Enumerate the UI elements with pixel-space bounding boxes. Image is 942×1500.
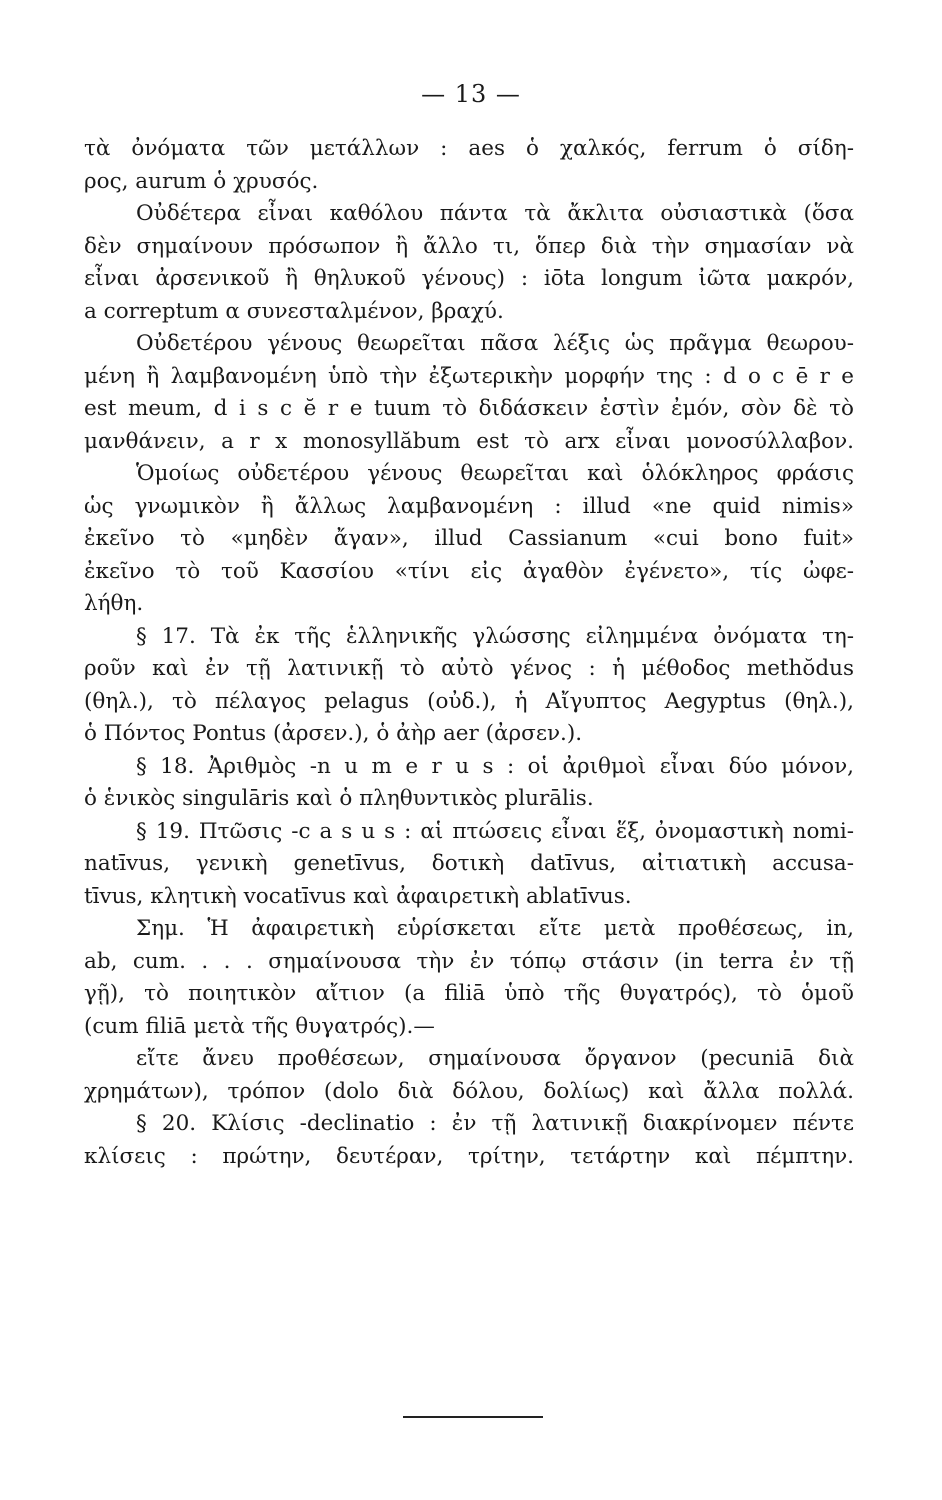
text-line: λήθη. [84, 591, 144, 616]
text-line: τὰ ὀνόματα τῶν μετάλλων : aes ὁ χαλκός, ferrum ὁ σίδη- [84, 136, 854, 161]
paragraph-start-line: Ὁμοίως οὐδετέρου γένους θεωρεῖται καὶ ὁλόκληρος φράσις [136, 461, 854, 486]
paragraph-start-line: Οὐδέτερα εἶναι καθόλου πάντα τὰ ἄκλιτα οὐσιαστικὰ (ὅσα [136, 201, 854, 226]
section-19-heading-line: § 19. Πτῶσις -c a s u s : αἱ πτώσεις εἶναι ἕξ, ὀνομαστικὴ nomi- [136, 818, 854, 844]
text-line: ἐκεῖνο τὸ «μηδὲν ἄγαν», illud Cassianum «cui bono fuit» [84, 526, 854, 551]
text-line: μένη ἢ λαμβανομένη ὑπὸ τὴν ἐξωτερικὴν μορφήν της : d o c ē r e [84, 363, 854, 389]
end-rule [403, 1416, 543, 1418]
text-line: εἴτε ἄνευ προθέσεων, σημαίνουσα ὄργανον (pecuniā διὰ [136, 1046, 854, 1071]
section-18-heading-line: § 18. Ἀριθμὸς -n u m e r u s : οἱ ἀριθμοὶ εἶναι δύο μόνον, [136, 753, 854, 779]
text-line: est meum, d i s c ĕ r e tuum τὸ διδάσκειν ἐστὶν ἐμόν, σὸν δὲ τὸ [84, 396, 854, 421]
text-line: χρημάτων), τρόπον (dolo διὰ δόλου, δολίως) καὶ ἄλλα πολλά. [84, 1078, 854, 1104]
text-line: (θηλ.), τὸ πέλαγος pelagus (οὐδ.), ἡ Αἴγυπτος Aegyptus (θηλ.), [84, 688, 854, 714]
text-line: μανθάνειν, a r x monosyllăbum est τὸ arx εἶναι μονοσύλλαβον. [84, 428, 854, 454]
text-line: ρος, aurum ὁ χρυσός. [84, 168, 319, 194]
text-line: ὁ Πόντος Pontus (ἀρσεν.), ὁ ἀὴρ aer (ἀρσεν.). [84, 721, 583, 746]
text-line: δὲν σημαίνουν πρόσωπον ἢ ἄλλο τι, ὅπερ διὰ τὴν σημασίαν νὰ [84, 233, 854, 259]
paragraph-start-line: Οὐδετέρου γένους θεωρεῖται πᾶσα λέξις ὡς πρᾶγμα θεωρου- [136, 331, 854, 356]
text-line: ὁ ἑνικὸς singulāris καὶ ὁ πληθυντικὸς plurālis. [84, 786, 594, 811]
text-line: ἐκεῖνο τὸ τοῦ Κασσίου «τίνι εἰς ἀγαθὸν ἐγένετο», τίς ὠφε- [84, 558, 854, 584]
text-line: γῇ), τὸ ποιητικὸν αἴτιον (a filiā ὑπὸ τῆς θυγατρός), τὸ ὁμοῦ [84, 981, 854, 1006]
page-number: — 13 — [421, 80, 521, 108]
text-line: natīvus, γενικὴ genetīvus, δοτικὴ datīvus, αἰτιατικὴ accusa- [84, 851, 854, 876]
text-line: (cum filiā μετὰ τῆς θυγατρός).— [84, 1013, 435, 1039]
text-line: ροῦν καὶ ἐν τῇ λατινικῇ τὸ αὐτὸ γένος : ἡ μέθοδος methŏdus [84, 656, 854, 681]
note-line: Σημ. Ἡ ἀφαιρετικὴ εὑρίσκεται εἴτε μετὰ προθέσεως, in, [136, 916, 854, 941]
text-line: κλίσεις : πρώτην, δευτέραν, τρίτην, τετάρτην καὶ πέμπτην. [84, 1143, 854, 1169]
body-text [84, 133, 854, 1173]
text-line: ὡς γνωμικὸν ἢ ἄλλως λαμβανομένη : illud «ne quid nimis» [84, 493, 854, 519]
text-line: εἶναι ἀρσενικοῦ ἢ θηλυκοῦ γένους) : iōta longum ἰῶτα μακρόν, [84, 266, 854, 291]
text-line: tīvus, κλητικὴ vocatīvus καὶ ἀφαιρετικὴ ablatīvus. [84, 883, 632, 909]
section-17-heading-line: § 17. Τὰ ἐκ τῆς ἑλληνικῆς γλώσσης εἰλημμένα ὀνόματα τη- [136, 623, 854, 649]
text-line: a correptum α συνεσταλμένον, βραχύ. [84, 298, 504, 324]
text-line: ab, cum. . . . σημαίνουσα τὴν ἐν τόπῳ στάσιν (in terra ἐν τῇ [84, 948, 854, 974]
section-20-heading-line: § 20. Κλίσις -declinatio : ἐν τῇ λατινικῇ διακρίνομεν πέντε [136, 1111, 854, 1136]
